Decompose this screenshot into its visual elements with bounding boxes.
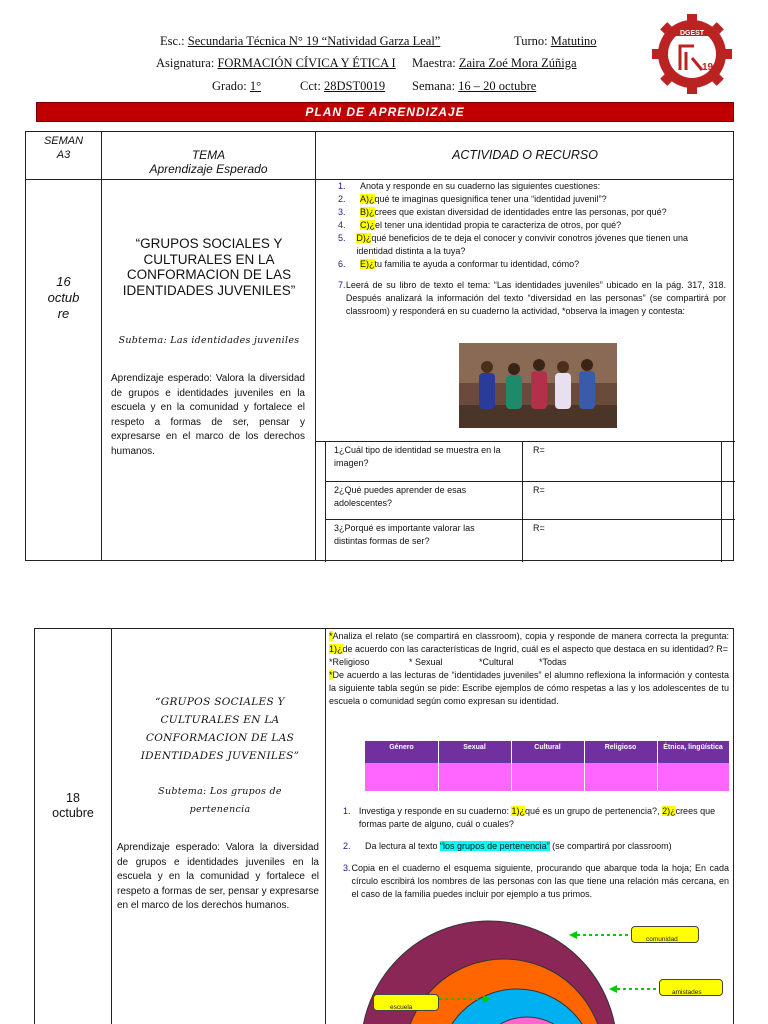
subtema-2: Subtema: Los grupos de pertenencia <box>158 786 282 815</box>
options-row: *Religioso * Sexual *Cultural *Todas <box>329 657 567 667</box>
activity-item: 1. Investiga y responde en su cuaderno: 1)¿qué es un grupo de pertenencia?, 2)¿crees que formas parte de alguno, cuál o cuales? <box>343 806 716 829</box>
activity-item: 5. D)¿qué beneficios de te deja el conocer y convivir conotros jóvenes que tienen una identidad distinta a la tuya? <box>338 233 689 256</box>
actividad-header: ACTIVIDAD O RECURSO <box>452 148 598 162</box>
plan-title: PLAN DE APRENDIZAJE <box>36 102 734 122</box>
tema-title-2: “GRUPOS SOCIALES Y CULTURALES EN LA CONFORMACION DE LAS IDENTIDADES JUVENILES” <box>140 696 300 762</box>
aprendizaje-esperado-2: Aprendizaje esperado: Valora la diversidad de grupos e identidades juveniles en la escuela y en la comunidad y fortalece el respeto a formas de ser, pensar y expresarse en el marco de los derechos humanos. <box>117 842 319 911</box>
answer-3: R= <box>533 523 545 533</box>
activity-item: 7. Leerá de su libro de texto el tema: “Las identidades juveniles” ubicado en la pág. 317, 318. Después analizará la información del texto “diversidad en las personas” (se compartirá por classroom) y responderá en su cuaderno la actividad, *observa la imagen y contesta: <box>338 280 726 316</box>
adolescents-photo <box>459 343 617 428</box>
activity-list <box>338 180 726 318</box>
question-2: 2¿Qué puedes aprender de esas adolescentes? <box>334 485 467 508</box>
activity-item: 3. B)¿crees que existan diversidad de identidades entre las personas, por qué? <box>338 207 667 217</box>
asignatura-line: Asignatura: FORMACIÓN CÍVICA Y ÉTICA I <box>156 56 396 70</box>
identity-examples-table <box>365 741 729 791</box>
plan-table-week-2 <box>34 628 734 1024</box>
label-comunidad: comunidad <box>631 926 699 943</box>
tema-header: TEMA Aprendizaje Esperado <box>149 148 268 176</box>
question-3: 3¿Porqué es importante valorar las distintas formas de ser? <box>334 523 475 546</box>
activity-item: 1. Anota y responde en su cuaderno las siguientes cuestiones: <box>338 181 601 191</box>
header-etnica: Étnica, lingüística <box>663 744 723 751</box>
tema-title: “GRUPOS SOCIALES Y CULTURALES EN LA CONFORMACION DE LAS IDENTIDADES JUVENILES” <box>122 236 296 298</box>
school-line: Esc.: Secundaria Técnica N° 19 “Natividad Garza Leal” <box>160 34 441 48</box>
numbered-activities-2 <box>343 805 729 901</box>
activity-block-2: *Analiza el relato (se compartirá en classroom), copia y responde de manera correcta la pregunta: 1)¿de acuerdo con las características de Ingrid, cuál es el aspecto que destaca en su identidad? R= *Religioso * Sexual *Cultural *Todas *De acuerdo a las lecturas de “identidades juveniles” el alumno reflexiona la información y contesta la siguiente tabla según se pide: Escribe ejemplos de cómo respetas a las y los adolescentes de tu escuela o comunidad según como expresan su identidad. <box>329 631 729 706</box>
turno-line: Turno: Matutino <box>514 34 597 48</box>
plan-table-week-1 <box>25 131 734 561</box>
activity-item: 2. Da lectura al texto “los grupos de pertenencia” (se compartirá por classroom) <box>343 841 672 851</box>
date-cell: 16 octub re <box>47 274 80 321</box>
cct-line: Cct: 28DST0019 <box>300 79 386 93</box>
semana-line: Semana: 16 – 20 octubre <box>412 79 537 93</box>
activity-item: 3. Copia en el cuaderno el esquema siguiente, procurando que abarque toda la hoja; En cada círculo escribirá los nombres de las personas con las que tiene una relación más cercana, en el caso de la familia puedes incluir por ejemplo a tus primos. <box>343 863 729 899</box>
activity-item: 4. C)¿el tener una identidad propia te caracteriza de otros, por qué? <box>338 220 622 230</box>
logo-number: 19 <box>702 62 714 73</box>
question-1: 1¿Cuál tipo de identidad se muestra en la imagen? <box>334 445 501 468</box>
grado-line: Grado: 1° <box>212 79 262 93</box>
header-cultural: Cultural <box>534 744 561 751</box>
semana-header: SEMAN A3 <box>43 135 84 161</box>
school-logo-icon <box>650 12 734 96</box>
label-escuela: escuela <box>373 994 439 1011</box>
header-religioso: Religioso <box>604 744 637 751</box>
header-genero: Género <box>389 744 414 751</box>
label-amistades: amistades <box>659 979 723 996</box>
header-sexual: Sexual <box>463 744 486 751</box>
aprendizaje-esperado: Aprendizaje esperado: Valora la diversidad de grupos e identidades juveniles en la escuela y en la comunidad y fortalece el respeto a formas de ser, pensar y expresarse en el marco de los derechos humanos. <box>111 373 305 457</box>
activity-item: 6. E)¿tu familia te ayuda a conformar tu identidad, cómo? <box>338 259 580 269</box>
logo-text: DGEST <box>679 30 705 37</box>
subtema: Subtema: Las identidades juveniles <box>118 335 300 346</box>
activity-item: 2. A)¿qué te imaginas quesignifica tener una “identidad juvenil”? <box>338 194 607 204</box>
answer-1: R= <box>533 445 545 455</box>
answer-2: R= <box>533 485 545 495</box>
maestra-line: Maestra: Zaira Zoé Mora Zúñiga <box>412 56 577 70</box>
date-cell-2: 18 octubre <box>52 791 94 820</box>
questions-table <box>315 441 735 562</box>
